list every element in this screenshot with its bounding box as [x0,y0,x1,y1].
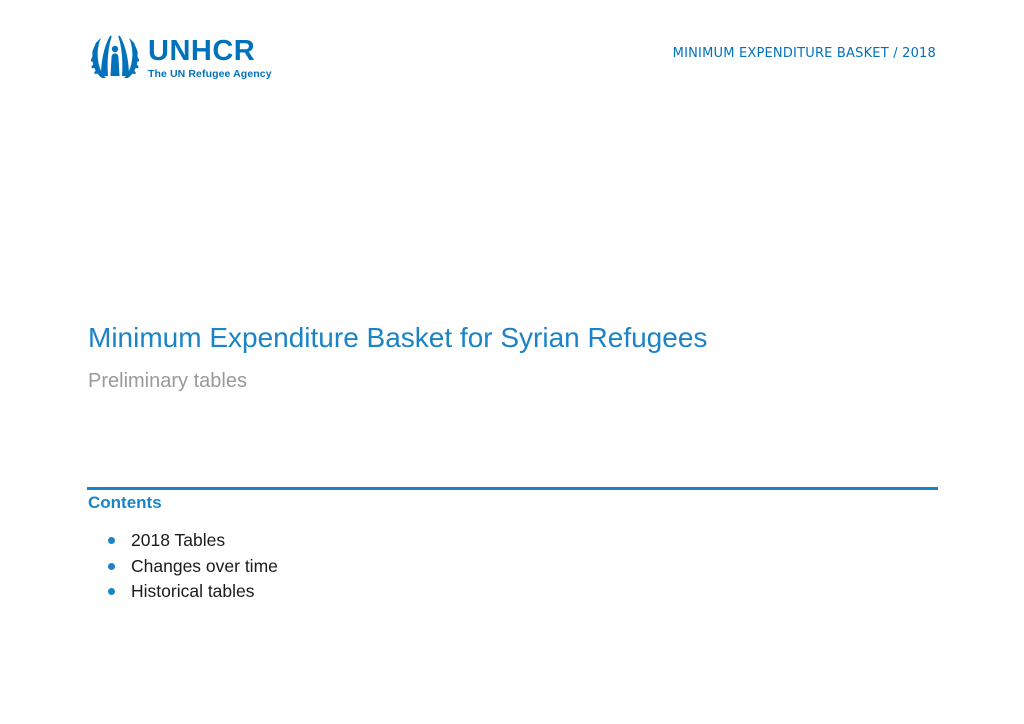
contents-list [108,528,278,605]
logo-wordmark: UNHCR [148,34,256,67]
unhcr-logo [88,32,272,82]
bullet-icon [108,588,115,595]
document-title: Minimum Expenditure Basket for Syrian Refugees [88,322,708,353]
contents-item-changes-over-time[interactable] [108,554,278,580]
contents-heading: Contents [88,493,162,512]
contents-item-historical-tables[interactable] [108,579,278,605]
contents-divider [87,487,938,490]
running-header-title: MINIMUM EXPENDITURE BASKET / 2018 [672,46,936,61]
unhcr-emblem-icon [88,32,142,82]
contents-item-label: Changes over time [131,555,278,576]
contents-item-label: 2018 Tables [131,530,226,551]
bullet-icon [108,537,115,544]
document-subtitle: Preliminary tables [88,370,247,392]
bullet-icon [108,563,115,570]
logo-text [148,34,272,80]
contents-item-label: Historical tables [131,581,255,602]
logo-tagline: The UN Refugee Agency [148,67,272,80]
contents-item-2018-tables[interactable] [108,528,278,554]
